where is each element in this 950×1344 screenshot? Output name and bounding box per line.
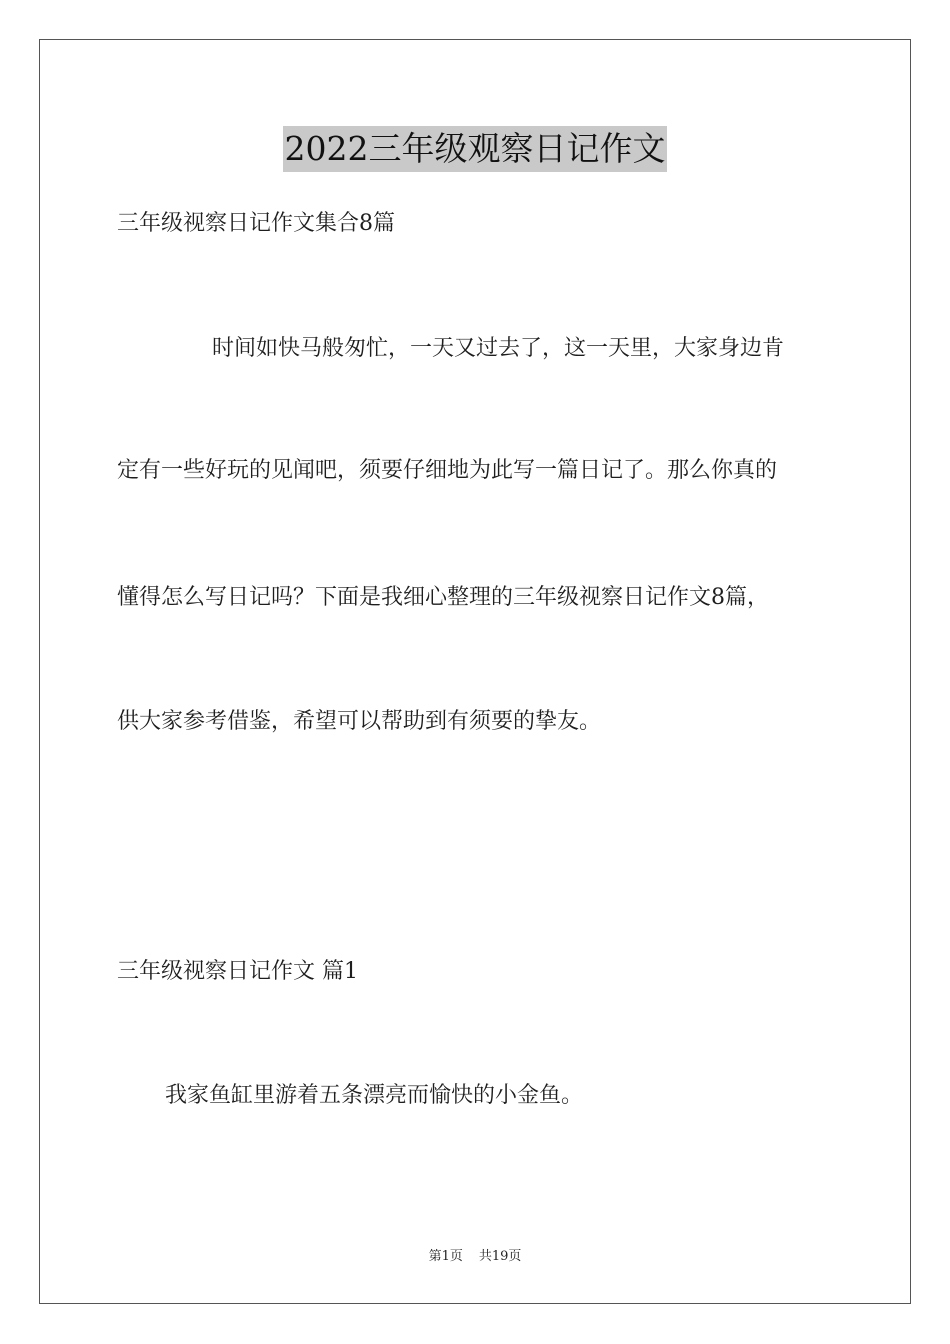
intro-line-2: 定有一些好玩的见闻吧，须要仔细地为此写一篇日记了。那么你真的 xyxy=(117,458,778,483)
intro-line-3: 懂得怎么写日记吗？下面是我细心整理的三年级视察日记作文8篇， xyxy=(117,585,769,610)
section-paragraph-line-1: 我家鱼缸里游着五条漂亮而愉快的小金鱼。 xyxy=(165,1083,584,1108)
page-number: 第1页 xyxy=(428,1249,463,1264)
section-heading: 三年级视察日记作文 篇1 xyxy=(117,959,358,984)
title-container xyxy=(0,126,950,172)
page-total: 共19页 xyxy=(478,1249,522,1264)
intro-line-4: 供大家参考借鉴，希望可以帮助到有须要的挚友。 xyxy=(117,709,602,734)
document-subtitle: 三年级视察日记作文集合8篇 xyxy=(117,211,395,236)
intro-line-1: 时间如快马般匆忙，一天又过去了，这一天里，大家身边肯 xyxy=(212,336,785,361)
page-footer xyxy=(0,1248,950,1266)
document-title: 2022三年级观察日记作文 xyxy=(283,126,668,172)
